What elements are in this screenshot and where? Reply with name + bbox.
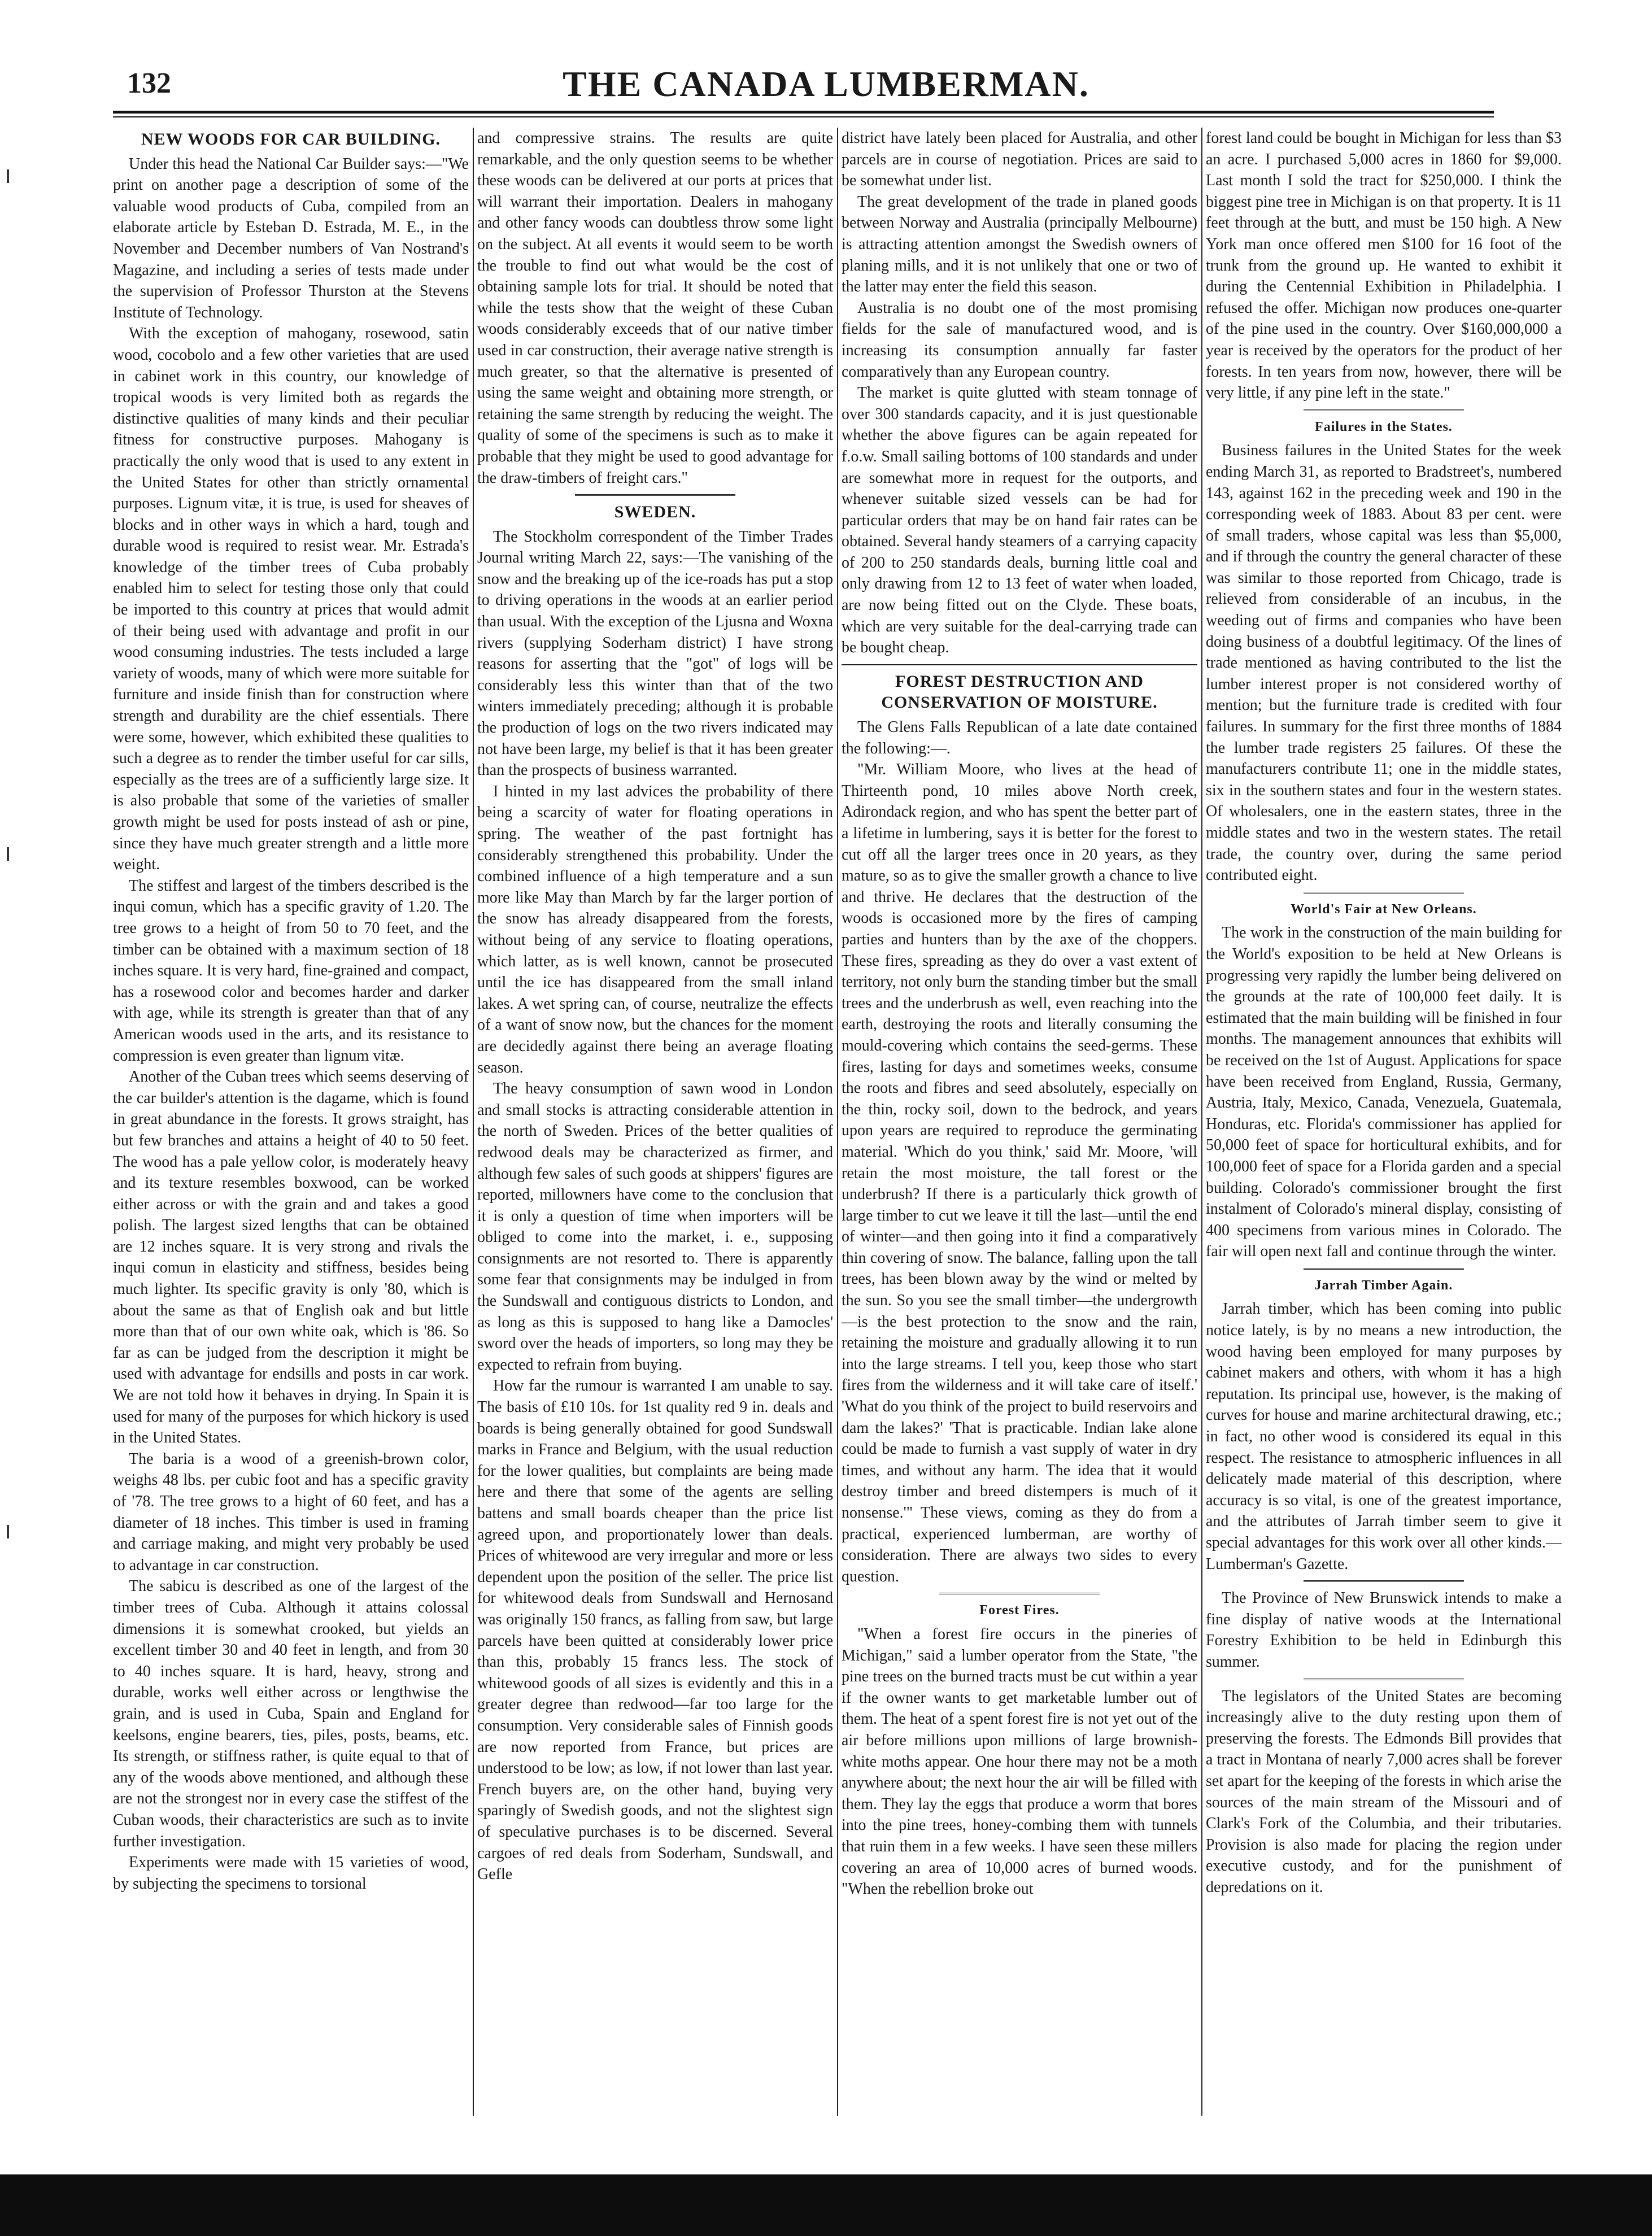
paragraph: The Stockholm correspondent of the Timber Trades Journal writing March 22, says:—The vanishing of the snow and the breaking up of the ice-roads has put a stop to driving operations in the woods at an earlier period than usual. With the exception of the Ljusna and Woxna rivers (supplying Soderham district) I have strong reasons for asserting that the "got" of logs will be considerably less this winter than that of the two winters immediately preceding; although it is probable the production of logs on the two rivers indicated may not have been large, my belief is that it has been greater than the prospects of business warranted. [477, 528, 833, 779]
paragraph: Under this head the National Car Builder says:—"We print on another page a description of some of the valuable wood products of Cuba, compiled from an elaborate article by Esteban D. Estrada, M. E., in the November and December numbers of Van Nostrand's Magazine, and including a series of tests made under the supervision of Professor Thurston at the Stevens Institute of Technology. [113, 155, 469, 321]
paragraph: The Glens Falls Republican of a late date contained the following:—. [842, 718, 1197, 757]
masthead-rule [113, 111, 1494, 114]
column-divider [1201, 128, 1202, 2116]
paragraph: The legislators of the United States are becoming increasingly alive to the duty resting upon them of preserving the forests. The Edmonds Bill provides that a tract in Montana of nearly 7,000 acres shall be forever set apart for the keeping of the forests in which arise the sources of the main stream of the Missouri and of Clark's Fork of the Columbia, and their tributaries. Provision is also made for placing the region under executive custody, and for the punishment of depredations on it. [1206, 1687, 1562, 1896]
article-heading: FOREST DESTRUCTION AND CONSERVATION OF MOISTURE. [881, 672, 1158, 712]
column-1 [113, 128, 469, 2121]
page-number: 132 [127, 67, 171, 99]
article-heading: World's Fair at New Orleans. [1291, 901, 1477, 917]
paragraph: The sabicu is described as one of the largest of the timber trees of Cuba. Although it attains colossal dimensions it is somewhat crooked, but yields an excellent timber 30 and 40 feet in length, and from 30 to 40 inches square. It is hard, heavy, strong and durable, works well either across or lengthwise the grain, and is used in Cuba, Spain and England for keelsons, engine bearers, ties, piles, posts, beams, etc. Its strength, or stiffness rather, is quite equal to that of any of the woods above mentioned, and although these are not the strongest nor in every case the stiffest of the Cuban woods, their characteristics are such as to invite further investigation. [113, 1577, 469, 1850]
paragraph: and compressive strains. The results are quite remarkable, and the only question seems to be whether these woods can be delivered at our ports at prices that will warrant their importation. Dealers in mahogany and other fancy woods can doubtless throw some light on the subject. At all events it would seem to be worth the trouble to find out what would be the cost of obtaining sample lots for trial. It should be noted that while the tests show that the weight of these Cuban woods considerably exceeds that of our native timber used in car construction, their average native strength is much greater, so that the alternative is presented of using the same weight and obtaining more strength, or retaining the same strength by reducing the weight. The quality of some of the specimens is such as to make it probable that they might be used to good advantage for the draw-timbers of freight cars." [477, 129, 833, 487]
paragraph: forest land could be bought in Michigan for less than $3 an acre. I purchased 5,000 acres in 1860 for $9,000. Last month I sold the tract for $250,000. I think the biggest pine tree in Michigan is on that property. It is 11 feet through at the butt, and must be 150 high. A New York man once offered men $100 for 16 foot of the trunk from the ground up. He wanted to exhibit it during the Centennial Exhibition in Philadelphia. I refused the offer. Michigan now produces one-quarter of the pine used in the country. Over $160,000,000 a year is received by the operators for the product of her forests. In ten years from now, however, there will be very little, if any pine left in the state." [1206, 129, 1562, 402]
paragraph: Business failures in the United States for the week ending March 31, as reported to Bradstreet's, numbered 143, against 162 in the preceding week and 190 in the corresponding week of 1883. About 83 per cent. were of small traders, whose capital was less than $5,000, and if through the country the general character of these was similar to those reported from Chicago, trade is relieved from considerable of an incubus, in the weeding out of firms and companies who have been doing business of a doubtful legitimacy. Of the lines of trade mentioned as having contributed to the list the lumber interest proper is not considered worthy of mention; but the furniture trade is credited with four failures. In summary for the first three months of 1884 the lumber trade registers 25 failures. Of these the manufacturers contribute 11; one in the middle states, six in the southern states and four in the western states. Of wholesalers, one in the eastern states, three in the middle states and two in the western states. The retail trade, the country over, during the same period contributed eight. [1206, 442, 1562, 884]
paragraph: The baria is a wood of a greenish-brown color, weighs 48 lbs. per cubic foot and has a specific gravity of '78. The tree grows to a hight of 60 feet, and has a diameter of 18 inches. This timber is used in framing and carriage making, and might very probably be used to advantage in car construction. [113, 1450, 469, 1574]
scan-bottom-edge [0, 2174, 1652, 2236]
paragraph: The heavy consumption of sawn wood in London and small stocks is attracting considerable attention in the north of Sweden. Prices of the better qualities of redwood deals may be characterized as firmer, and although few sales of such goods at shippers' figures are reported, millowners have come to the conclusion that it is only a question of time when importers will be obliged to come into the market, i. e., supposing consignments are not resorted to. There is apparently some fear that consignments may be indulged in from the Sundswall and contiguous districts to London, and as long as this is supposed to hang like a Damocles' sword over the heads of importers, so long may they be expected to refrain from buying. [477, 1080, 833, 1374]
paragraph: With the exception of mahogany, rosewood, satin wood, cocobolo and a few other varieties that are used in cabinet work in this country, our knowledge of tropical woods is very limited both as regards the distinctive qualities of many kinds and their peculiar fitness for constructive purposes. Mahogany is practically the only wood that is used to any extent in the United States for other than strictly ornamental purposes. Lignum vitæ, it is true, is used for sheaves of blocks and in other ways in which a hard, tough and durable wood is required to resist wear. Mr. Estrada's knowledge of the timber trees of Cuba probably enabled him to select for testing those only that could be imported to this country at prices that would admit of their being used with advantage and profit in our wood consuming industries. The tests included a large variety of woods, many of which were more suitable for furniture and inside finish than for construction where strength and durability are the chief essentials. There were some, however, which exhibited these qualities to such a degree as to render the timber useful for car sills, especially as the trees are of a sufficiently large size. It is also probable that some of the varieties of smaller growth might be used for posts instead of ash or pine, since they have much greater strength and a little more weight. [113, 325, 469, 874]
paragraph: The work in the construction of the main building for the World's exposition to be held at New Orleans is progressing very rapidly the lumber being delivered on the grounds at the rate of 100,000 feet daily. It is estimated that the main building will be finished in four months. The management announces that exhibits will be received on the 1st of August. Applications for space have been received from England, Russia, Germany, Austria, Italy, Mexico, Canada, Venezuela, Guatemala, Honduras, etc. Florida's commissioner has applied for 50,000 feet of space for horticultural exhibits, and for 100,000 feet of space for a Florida garden and a special building. Colorado's commissioner brought the first instalment of Colorado's mineral display, consisting of 400 specimens from various mines in Colorado. The fair will open next fall and continue through the winter. [1206, 924, 1562, 1261]
paragraph: district have lately been placed for Australia, and other parcels are in course of negotiation. Prices are said to be somewhat under list. [842, 129, 1197, 190]
paragraph: How far the rumour is warranted I am unable to say. The basis of £10 10s. for 1st quality red 9 in. deals and boards is being generally obtained for good Sundswall marks in France and Belgium, with the usual reduction for the lower qualities, but complaints are being made here and there that some of the agents are selling battens and small boards cheaper than the price list agreed upon, and proportionately lower than deals. Prices of whitewood are very irregular and more or less dependent upon the position of the seller. The price list for whitewood deals from Sundswall and Hernosand was originally 150 francs, as falling from saw, but large parcels have been quitted at considerably lower price than this, probably 15 francs less. The stock of whitewood goods of all sizes is evidently and this in a greater degree than redwood—far too large for the consumption. Very considerable sales of Finnish goods are now reported from France, but prices are understood to be low; as low, if not lower than last year. French buyers are, on the other hand, buying very sparingly of Swedish goods, and not the slightest sign of speculative purchases is to be discerned. Several cargoes of red deals from Soderham, Sundswall, and Gefle [477, 1377, 833, 1884]
paragraph: The great development of the trade in planed goods between Norway and Australia (principally Melbourne) is attracting attention amongst the Swedish owners of planing mills, and it is not unlikely that one or two of the latter may enter the field this season. [842, 193, 1197, 296]
edge-mark [7, 847, 9, 861]
column-divider [837, 128, 838, 2116]
section-rule [842, 664, 1197, 665]
column-4 [1206, 128, 1562, 2121]
column-divider [473, 128, 474, 2116]
column-2 [477, 128, 833, 2121]
paragraph: Jarrah timber, which has been coming into public notice lately, is by no means a new introduction, the wood having been employed for many purposes by cabinet makers and others, with whom it has a high reputation. Its principal use, however, is the making of curves for house and marine architectural drawing, etc.; in fact, no other wood is considered its equal in this respect. The resistance to atmospheric influences in all delicately made material of this description, where accuracy is so vital, is one of the greatest importance, and the attributes of Jarrah timber seem to give it special advantages for this work over all other kinds.—Lumberman's Gazette. [1206, 1300, 1562, 1573]
section-rule [939, 1593, 1100, 1594]
article-heading: Failures in the States. [1315, 419, 1453, 434]
article-heading: Jarrah Timber Again. [1314, 1278, 1453, 1293]
masthead-title: THE CANADA LUMBERMAN. [563, 64, 1089, 104]
section-rule [1304, 1679, 1464, 1680]
paragraph: The market is quite glutted with steam tonnage of over 300 standards capacity, and it is just questionable whether the above figures can be again repeated for f.o.w. Small sailing bottoms of 100 standards and under are somewhat more in request for the outports, and whenever suitable sized vessels can be had for particular orders that may be on hand fair rates can be obtained. Several handy steamers of a carrying capacity of 200 to 250 standards deals, burning little coal and only drawing from 12 to 13 feet of water when loaded, are now being fitted out on the Clyde. These boats, which are very suitable for the deal-carrying trade can be bought cheap. [842, 384, 1197, 657]
paragraph: The stiffest and largest of the timbers described is the inqui comun, which has a specific gravity of 1.20. The tree grows to a height of from 50 to 70 feet, and the timber can be obtained with a maximum section of 18 inches square. It is very hard, fine-grained and compact, has a rosewood color and becomes harder and darker with age, while its strength is greater than that of any American woods used in the arts, and its resistance to compression is even greater than lignum vitæ. [113, 877, 469, 1065]
article-heading: SWEDEN. [614, 503, 696, 522]
edge-mark [7, 169, 9, 183]
paragraph: "When a forest fire occurs in the pineries of Michigan," said a lumber operator from the State, "the pine trees on the burned tracts must be cut within a year if the owner wants to get marketable lumber out of them. The heat of a spent forest fire is not yet out of the air before millions upon millions of large brownish-white moths appear. One hour there may not be a moth anywhere about; the next hour the air will be filled with them. They lay the eggs that produce a worm that bores into the pine trees, honey-combing them with tunnels that ruin them in a few weeks. I have seen these millers covering an area of 10,000 acres of burned woods. "When the rebellion broke out [842, 1625, 1197, 1898]
masthead-rule-thin [113, 116, 1494, 117]
section-rule [1304, 409, 1464, 411]
paragraph: I hinted in my last advices the probability of there being a scarcity of water for floating operations in spring. The weather of the past fortnight has considerably strengthened this probability. Under the combined influence of a high temperature and a sun more like May than March by far the larger portion of the snow has already disappeared from the forests, without being of any service to floating operations, which latter, as is well known, cannot be prosecuted until the ice has disappeared from the small inland lakes. A wet spring can, of course, neutralize the effects of a want of snow now, but the chances for the moment are decidedly against there being an average floating season. [477, 782, 833, 1076]
page-left-edge [0, 0, 23, 2174]
column-3 [842, 128, 1197, 2121]
section-rule [1304, 1268, 1464, 1270]
section-rule [575, 494, 735, 496]
paragraph: The Province of New Brunswick intends to make a fine display of native woods at the International Forestry Exhibition to be held in Edinburgh this summer. [1206, 1589, 1562, 1671]
article-heading: Forest Fires. [979, 1603, 1060, 1618]
section-rule [1304, 1580, 1464, 1582]
edge-mark [7, 1525, 9, 1538]
article-heading: NEW WOODS FOR CAR BUILDING. [141, 130, 441, 149]
paragraph: Australia is no doubt one of the most promising fields for the sale of manufactured wood, and is increasing its consumption annually far faster comparatively than any European country. [842, 299, 1197, 381]
section-rule [1304, 892, 1464, 893]
paragraph: "Mr. William Moore, who lives at the head of Thirteenth pond, 10 miles above North creek, Adirondack region, and who has spent the better part of a lifetime in lumbering, says it is better for the forest to cut off all the larger trees once in 20 years, as they mature, so as to give the smaller growth a chance to live and thrive. He declares that the destruction of the woods is occasioned more by the fires of camping parties and hunters than by the axe of the choppers. These fires, spreading as they do over a vast extent of territory, not only burn the standing timber but the small trees and the underbrush as well, even reaching into the earth, destroying the roots and literally consuming the mould-covering which contains the seed-germs. These fires, lasting for days and sometimes weeks, consume the roots and fibres and seed absolutely, especially on the thin, rocky soil, down to the bedrock, and years upon years are required to reproduce the germinating material. 'Which do you think,' said Mr. Moore, 'will retain the most moisture, the tall forest or the underbrush? If there is a particularly thick growth of large timber to cut we leave it till the last—until the end of winter—and then going into it find a comparatively thin covering of snow. The balance, falling upon the tall trees, has been blown away by the wind or melted by the sun. So you see the small timber—the undergrowth—is the best protection to the snow and the rain, retaining the moisture and gradually allowing it to run into the large streams. I tell you, keep those who start fires from the wilderness and it will take care of itself.' 'What do you think of the project to build reservoirs and dam the lakes?' 'That is practicable. Indian lake alone could be made to furnish a vast supply of water in dry times, and without any harm. The idea that it would destroy timber and breed distempers is much of it nonsense.'" These views, coming as they do from a practical, experienced lumberman, are worthy of consideration. There are always two sides to every question. [842, 761, 1197, 1585]
paragraph: Experiments were made with 15 varieties of wood, by subjecting the specimens to torsional [113, 1854, 469, 1893]
paragraph: Another of the Cuban trees which seems deserving of the car builder's attention is the dagame, which is found in great abundance in the forests. It grows straight, has but few branches and attains a height of 40 to 50 feet. The wood has a pale yellow color, is moderately heavy and its texture resembles boxwood, can be worked either across or with the grain and and takes a good polish. The largest sized lengths that can be obtained are 12 inches square. It is very strong and rivals the inqui comun in elasticity and stiffness, besides being much lighter. Its specific gravity is only '80, which is about the same as that of English oak and but little more than that of our own white oak, which is '86. So far as can be judged from the description it might be used with advantage for endsills and posts in car work. We are not told how it behaves in drying. In Spain it is used for many of the purposes for which hickory is used in the United States. [113, 1068, 469, 1447]
